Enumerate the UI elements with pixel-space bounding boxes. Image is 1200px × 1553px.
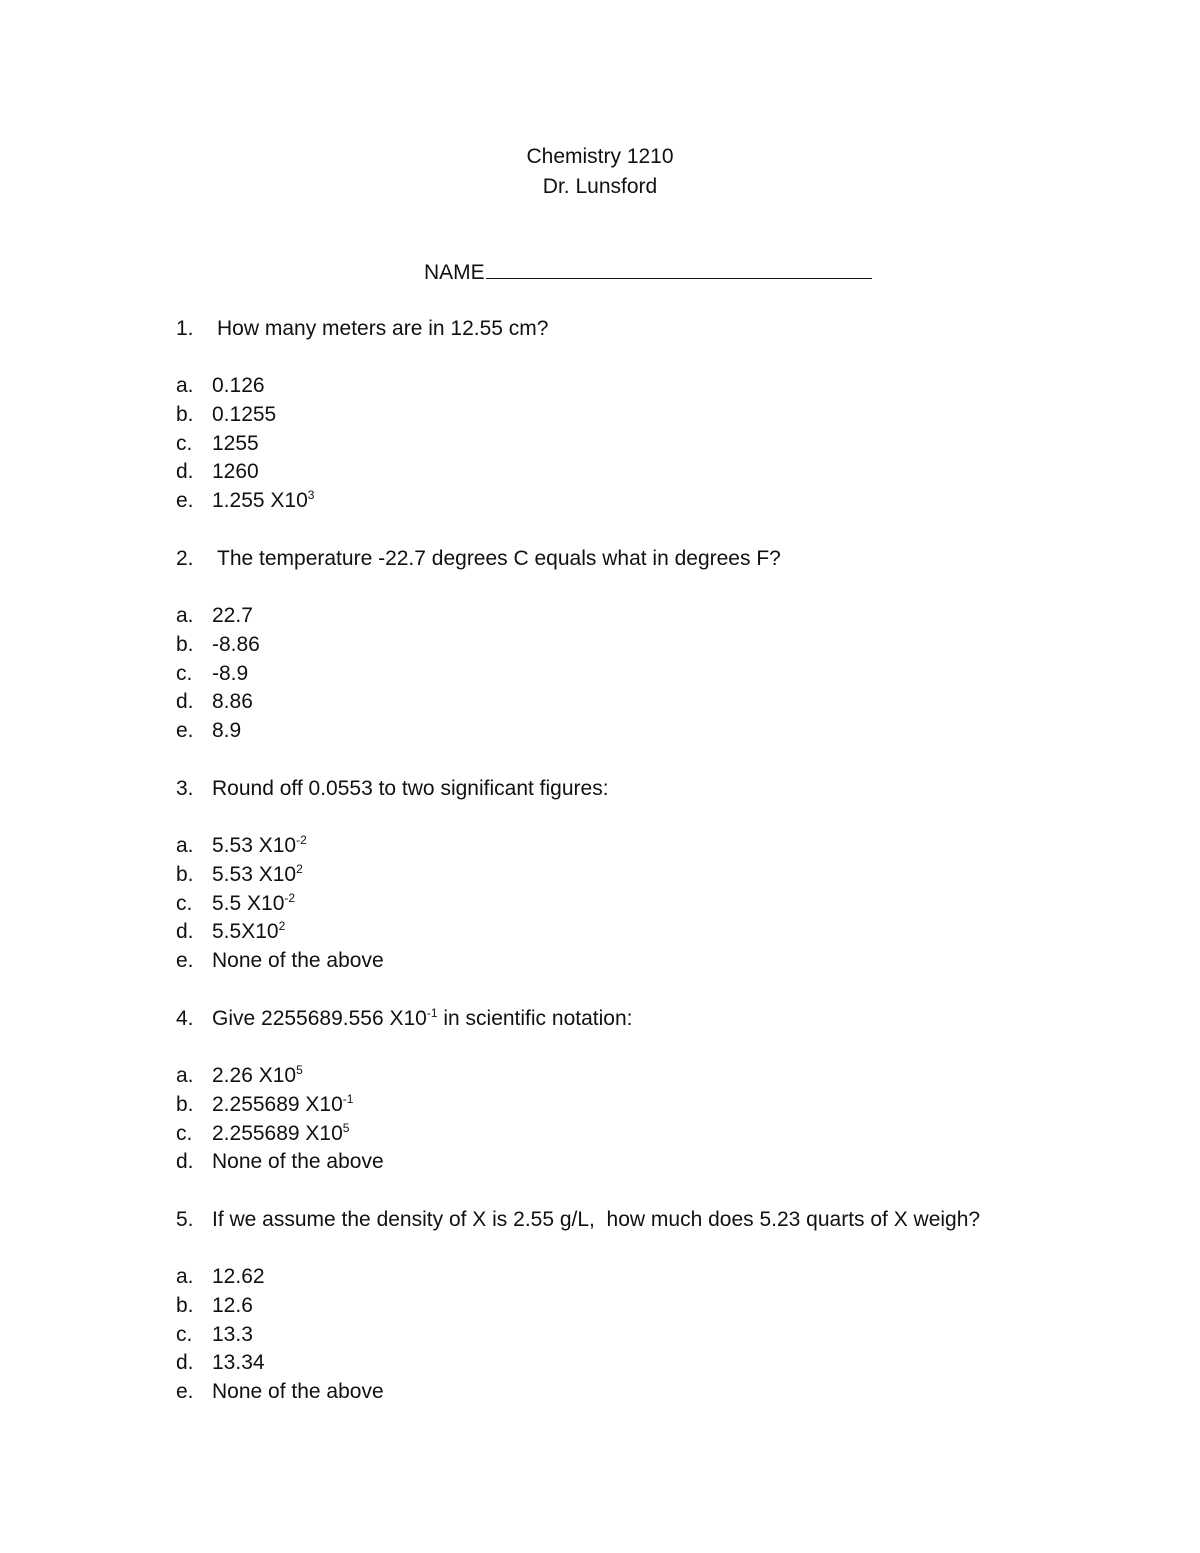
exponent: 2 xyxy=(296,861,303,876)
choice-text: 1255 xyxy=(212,431,259,455)
question-text: If we assume the density of X is 2.55 g/L, how much does 5.23 quarts of X weigh? xyxy=(212,1208,981,1231)
choice-text: None of the above xyxy=(212,1380,384,1403)
choice-text: -8.86 xyxy=(212,632,260,656)
choice-5b[interactable] xyxy=(176,1292,384,1321)
question-5-choices xyxy=(176,1263,384,1407)
name-field[interactable] xyxy=(424,258,872,285)
choice-text: 5.53 X10 xyxy=(212,834,297,857)
question-2 xyxy=(176,544,781,574)
choice-3a[interactable] xyxy=(176,832,384,861)
choice-letter: d. xyxy=(176,460,194,484)
choice-text: 1260 xyxy=(212,460,259,484)
question-text: Give 2255689.556 X10 xyxy=(212,1007,427,1030)
exponent: -1 xyxy=(342,1091,354,1106)
choice-text: 1.255 X10 xyxy=(212,489,308,512)
name-blank-line[interactable] xyxy=(486,258,872,279)
choice-1c[interactable] xyxy=(176,430,314,459)
choice-text: 13.34 xyxy=(212,1351,265,1375)
choice-letter: b. xyxy=(176,632,194,656)
choice-4b[interactable] xyxy=(176,1091,384,1120)
choice-3b[interactable] xyxy=(176,861,384,890)
choice-2c[interactable] xyxy=(176,660,260,689)
question-4 xyxy=(176,1004,632,1034)
choice-5c[interactable] xyxy=(176,1321,384,1350)
choice-letter: e. xyxy=(176,489,194,512)
choice-4c[interactable] xyxy=(176,1120,384,1149)
choice-letter: c. xyxy=(176,1121,193,1145)
choice-text: 8.9 xyxy=(212,719,242,742)
choice-1a[interactable] xyxy=(176,372,314,401)
choice-letter: d. xyxy=(176,920,194,944)
choice-text: 0.1255 xyxy=(212,402,277,426)
question-number: 3. xyxy=(176,777,194,800)
question-3 xyxy=(176,774,609,804)
choice-2d[interactable] xyxy=(176,688,260,717)
choice-letter: c. xyxy=(176,1322,193,1346)
choice-letter: d. xyxy=(176,690,194,714)
question-text: How many meters are in 12.55 cm? xyxy=(217,317,549,340)
question-text: Round off 0.0553 to two significant figures: xyxy=(212,777,609,800)
instructor-name: Dr. Lunsford xyxy=(542,175,658,198)
choice-2a[interactable] xyxy=(176,602,260,631)
choice-letter: c. xyxy=(176,891,193,915)
choice-1d[interactable] xyxy=(176,458,314,487)
question-4-choices xyxy=(176,1062,384,1177)
choice-letter: b. xyxy=(176,1092,194,1116)
name-label: NAME xyxy=(424,261,485,284)
choice-5a[interactable] xyxy=(176,1263,384,1292)
choice-text: -8.9 xyxy=(212,661,249,685)
choice-text: 22.7 xyxy=(212,604,253,627)
choice-text: 12.62 xyxy=(212,1265,265,1288)
question-number: 1. xyxy=(176,317,194,340)
exponent: 2 xyxy=(278,919,286,934)
choice-1e[interactable] xyxy=(176,487,314,516)
choice-letter: c. xyxy=(176,661,193,685)
question-3-choices xyxy=(176,832,384,976)
choice-letter: e. xyxy=(176,1380,194,1403)
choice-letter: c. xyxy=(176,431,193,455)
exponent: 5 xyxy=(342,1120,350,1135)
choice-3c[interactable] xyxy=(176,890,384,919)
choice-letter: a. xyxy=(176,604,194,627)
question-number: 4. xyxy=(176,1007,194,1030)
choice-text: 13.3 xyxy=(212,1322,253,1346)
choice-2e[interactable] xyxy=(176,717,260,746)
choice-4a[interactable] xyxy=(176,1062,384,1091)
choice-text: 5.53 X10 xyxy=(212,862,297,886)
question-number: 5. xyxy=(176,1208,194,1231)
choice-1b[interactable] xyxy=(176,401,314,430)
choice-letter: d. xyxy=(176,1150,194,1174)
choice-5d[interactable] xyxy=(176,1349,384,1378)
choice-letter: a. xyxy=(176,1064,194,1087)
choice-text: 0.126 xyxy=(212,374,265,397)
choice-letter: d. xyxy=(176,1351,194,1375)
choice-letter: b. xyxy=(176,402,194,426)
question-text-continued: in scientific notation: xyxy=(437,1007,633,1030)
question-1 xyxy=(176,314,548,344)
choice-letter: b. xyxy=(176,1293,194,1317)
choice-4d[interactable] xyxy=(176,1148,384,1177)
exponent: -2 xyxy=(296,833,307,847)
choice-letter: e. xyxy=(176,719,194,742)
choice-text: 5.5 X10 xyxy=(212,891,285,915)
choice-5e[interactable] xyxy=(176,1378,384,1407)
choice-letter: a. xyxy=(176,834,194,857)
choice-text: 5.5X10 xyxy=(212,920,279,944)
question-5 xyxy=(176,1205,980,1235)
exponent: 5 xyxy=(296,1063,303,1077)
choice-text: 12.6 xyxy=(212,1293,253,1317)
choice-text: 8.86 xyxy=(212,690,253,714)
choice-3e[interactable] xyxy=(176,947,384,976)
choice-letter: a. xyxy=(176,374,194,397)
choice-text: 2.255689 X10 xyxy=(212,1092,343,1116)
choice-letter: e. xyxy=(176,949,194,972)
exponent: 3 xyxy=(307,488,315,502)
choice-2b[interactable] xyxy=(176,631,260,660)
question-number: 2. xyxy=(176,547,194,570)
choice-text: 2.26 X10 xyxy=(212,1064,297,1087)
choice-letter: a. xyxy=(176,1265,194,1288)
choice-3d[interactable] xyxy=(176,918,384,947)
question-1-choices xyxy=(176,372,314,516)
exponent: -1 xyxy=(426,1006,438,1020)
choice-text: None of the above xyxy=(212,1150,384,1174)
question-text: The temperature -22.7 degrees C equals what in degrees F? xyxy=(217,547,781,570)
question-2-choices xyxy=(176,602,260,746)
course-title: Chemistry 1210 xyxy=(526,145,674,168)
choice-letter: b. xyxy=(176,862,194,886)
exponent: -2 xyxy=(284,890,296,905)
choice-text: 2.255689 X10 xyxy=(212,1121,343,1145)
choice-text: None of the above xyxy=(212,949,384,972)
